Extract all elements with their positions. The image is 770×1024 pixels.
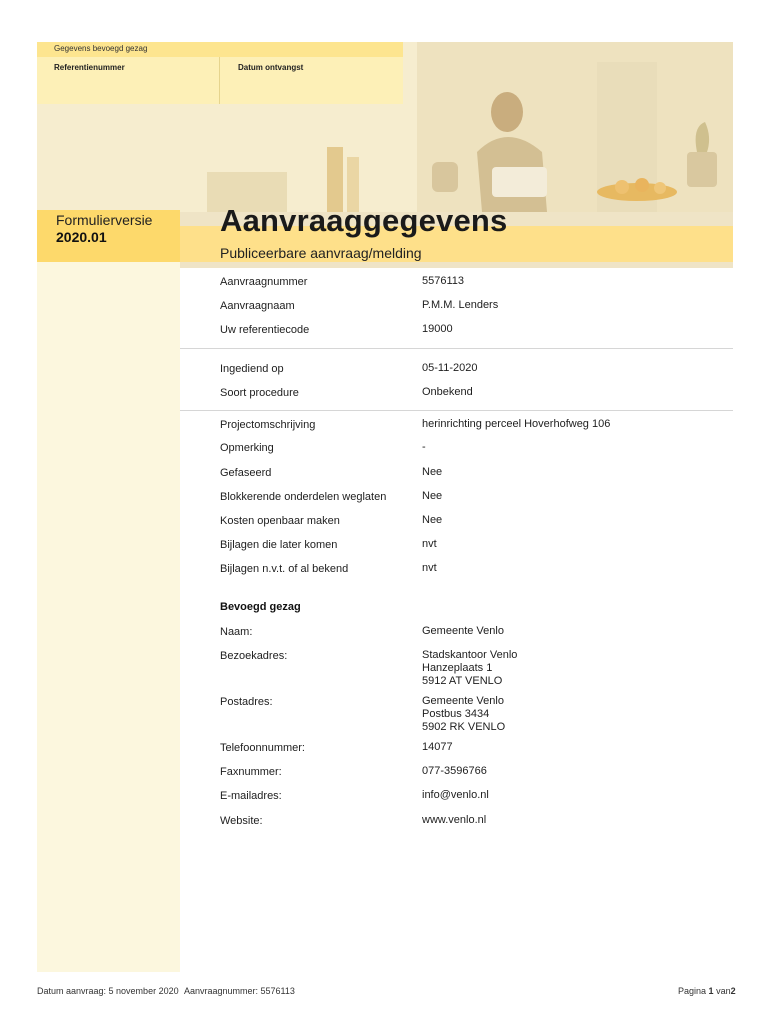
authority-name-value: Gemeente Venlo xyxy=(422,625,504,637)
visit-address-line: 5912 AT VENLO xyxy=(422,675,503,687)
fax-label: Faxnummer: xyxy=(220,766,282,778)
postal-address-label: Postadres: xyxy=(220,696,273,708)
phone-label: Telefoonnummer: xyxy=(220,742,305,754)
field-value: 05-11-2020 xyxy=(422,362,478,374)
section-divider xyxy=(180,410,733,411)
field-label: Bijlagen n.v.t. of al bekend xyxy=(220,563,349,575)
field-value: nvt xyxy=(422,538,437,550)
footer-application-date: Datum aanvraag: 5 november 2020 xyxy=(37,986,179,996)
authority-strip-label: Gegevens bevoegd gezag xyxy=(54,44,148,53)
field-label: Gefaseerd xyxy=(220,467,272,479)
field-label: Blokkerende onderdelen weglaten xyxy=(220,491,387,503)
field-label: Kosten openbaar maken xyxy=(220,515,340,527)
visit-address-label: Bezoekadres: xyxy=(220,650,288,662)
email-value: info@venlo.nl xyxy=(422,789,489,801)
postal-address-line: Postbus 3434 xyxy=(422,708,490,720)
authority-heading: Bevoegd gezag xyxy=(220,601,301,613)
field-label: Aanvraagnaam xyxy=(220,300,295,312)
field-label: Uw referentiecode xyxy=(220,324,310,336)
left-sidebar xyxy=(37,262,180,972)
field-label: Ingediend op xyxy=(220,363,284,375)
field-value: Nee xyxy=(422,514,443,526)
page-sep: van xyxy=(716,986,731,996)
fax-value: 077-3596766 xyxy=(422,765,487,777)
date-received-label: Datum ontvangst xyxy=(238,63,304,72)
email-label: E-mailadres: xyxy=(220,790,282,802)
field-value: Nee xyxy=(422,466,443,478)
field-value: 19000 xyxy=(422,323,453,335)
postal-address-line: 5902 RK VENLO xyxy=(422,721,506,733)
field-value: 5576113 xyxy=(422,275,465,287)
website-value: www.venlo.nl xyxy=(422,814,487,826)
website-label: Website: xyxy=(220,815,263,827)
authority-info-box xyxy=(37,42,403,104)
page-current: 1 xyxy=(708,986,714,996)
field-value: Onbekend xyxy=(422,386,473,398)
section-divider xyxy=(180,348,733,349)
field-value: herinrichting perceel Hoverhofweg 106 xyxy=(422,418,611,430)
footer-page-number xyxy=(678,986,736,996)
authority-strip xyxy=(37,42,403,57)
page-total: 2 xyxy=(730,986,736,996)
field-label: Bijlagen die later komen xyxy=(220,539,338,551)
authority-name-label: Naam: xyxy=(220,626,253,638)
form-version-label: Formulierversie xyxy=(56,212,153,228)
field-label: Opmerking xyxy=(220,442,274,454)
visit-address-line: Hanzeplaats 1 xyxy=(422,662,493,674)
field-value: P.M.M. Lenders xyxy=(422,299,499,311)
page-subtitle: Publiceerbare aanvraag/melding xyxy=(220,245,422,261)
field-value: Nee xyxy=(422,490,443,502)
visit-address-line: Stadskantoor Venlo xyxy=(422,649,518,661)
box-divider xyxy=(219,57,220,104)
postal-address-line: Gemeente Venlo xyxy=(422,695,504,707)
page-title: Aanvraaggegevens xyxy=(220,203,508,238)
field-value: - xyxy=(422,441,426,453)
field-value: nvt xyxy=(422,562,437,574)
field-label: Projectomschrijving xyxy=(220,419,316,431)
form-version-value: 2020.01 xyxy=(56,229,107,245)
field-label: Soort procedure xyxy=(220,387,299,399)
field-label: Aanvraagnummer xyxy=(220,276,308,288)
page-prefix: Pagina xyxy=(678,986,707,996)
reference-number-label: Referentienummer xyxy=(54,63,125,72)
phone-value: 14077 xyxy=(422,741,453,753)
footer-application-number: Aanvraagnummer: 5576113 xyxy=(184,986,295,996)
